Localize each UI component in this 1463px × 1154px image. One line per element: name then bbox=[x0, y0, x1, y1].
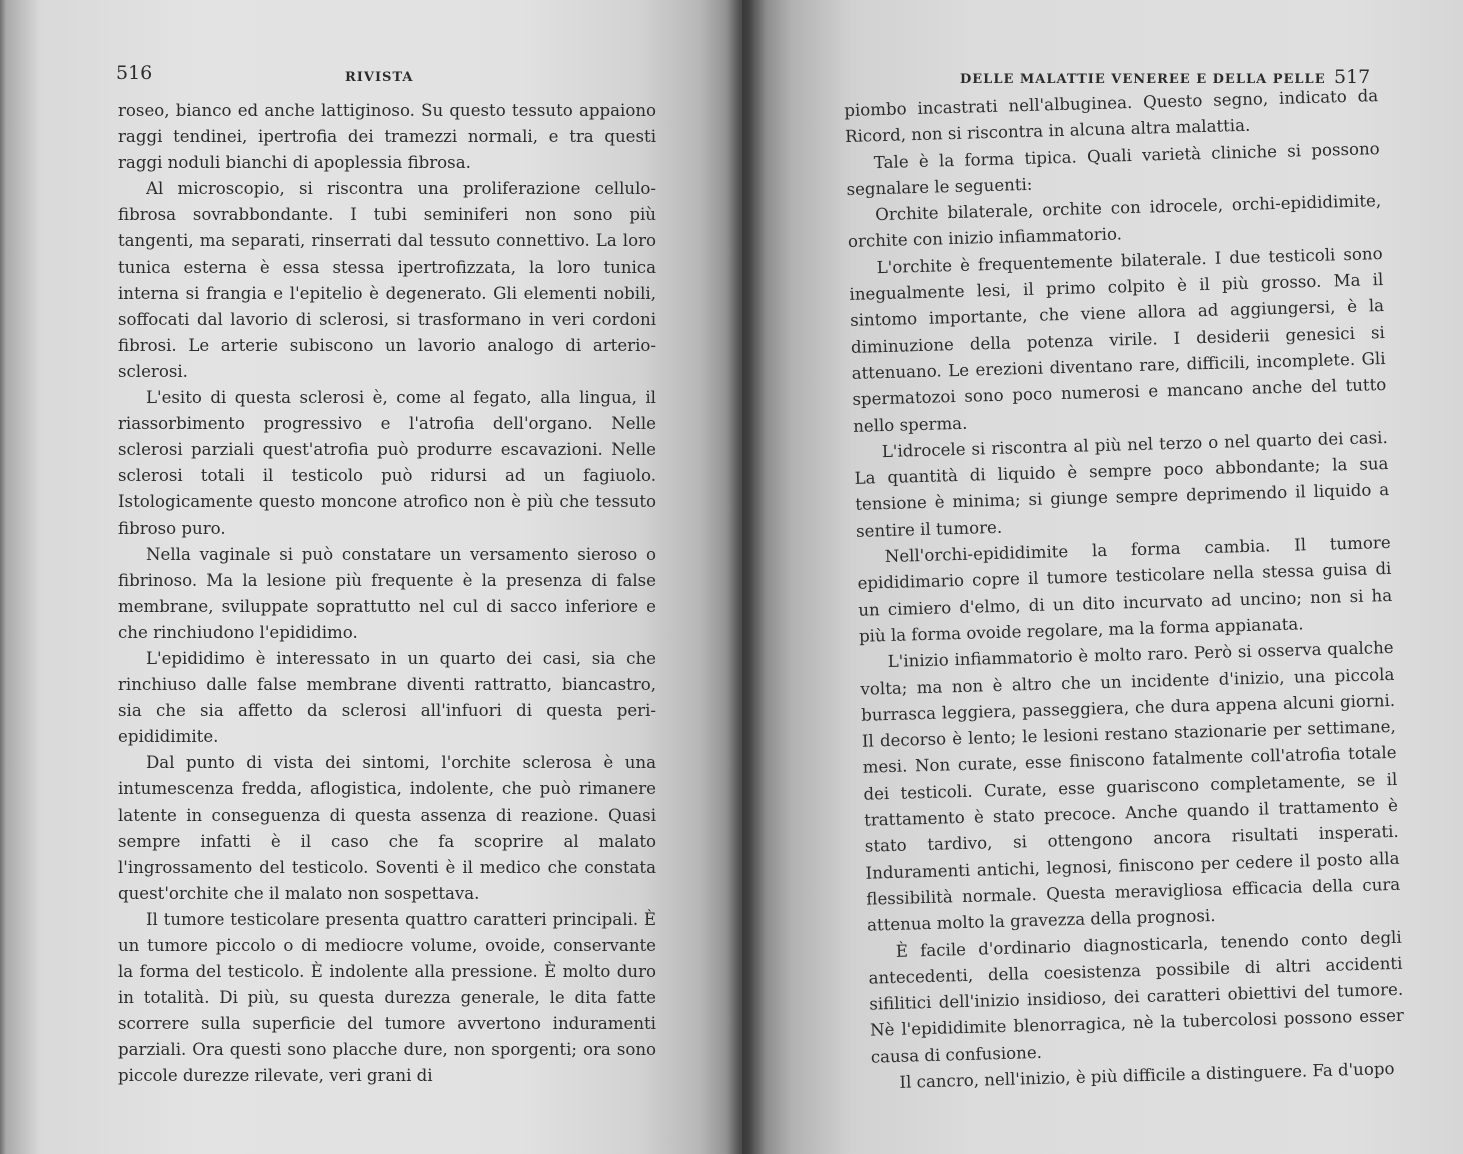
paragraph: L'epididimo è interessato in un quarto dei casi, sia che rinchiuso dalle false membrane diventi rattratto, biancastro, sia che sia affetto da sclerosi all'infuori di questa peri-epididimite. bbox=[118, 648, 656, 747]
paragraph: È facile d'ordinario diagnosticarla, tenendo conto degli antecedenti, della coesistenza possibile di altri accidenti sifilitici dell'inizio insidioso, dei caratteri obiettivi del tumore. Nè l'epididimite blenorragica, nè la tubercolosi possono esser causa di confusione. bbox=[868, 927, 1405, 1067]
right-page-body bbox=[844, 83, 1406, 1097]
paragraph: Al microscopio, si riscontra una proliferazione cellulo-fibrosa sovrabbondante. I tubi seminiferi non sono più tangenti, ma separati, rinserrati dal tessuto connettivo. La loro tunica esterna è essa stessa ipertrofizzata, la loro tunica interna si frangia e l'epitelio è degenerato. Gli elementi nobili, soffocati dal lavorio di sclerosi, si trasformano in veri cordoni fibrosi. Le arterie subiscono un lavorio analogo di arterio-sclerosi. bbox=[118, 179, 656, 381]
paragraph: roseo, bianco ed anche lattiginoso. Su questo tessuto appaiono raggi tendinei, ipertrofia dei tramezzi normali, e tra questi raggi noduli bianchi di apoplessia fibrosa. bbox=[118, 101, 656, 173]
left-page-body bbox=[118, 98, 656, 1090]
right-running-head: DELLE MALATTIE VENEREE E DELLA PELLE bbox=[960, 72, 1326, 87]
paragraph: Orchite bilaterale, orchite con idrocele, orchi-epididimite, orchite con inizio infiammatorio. bbox=[847, 191, 1382, 252]
paragraph: Nella vaginale si può constatare un versamento sieroso o fibrinoso. Ma la lesione più frequente è la presenza di false membrane, sviluppate soprattutto nel cul di sacco inferiore e che rinchiudono l'epididimo. bbox=[118, 544, 656, 642]
paragraph: Dal punto di vista dei sintomi, l'orchite sclerosa è una intumescenza fredda, aflogistica, indolente, che può rimanere latente in conseguenza di questa assenza di reazione. Quasi sempre infatti è il caso che fa scoprire al malato l'ingrossamento del testicolo. Soventi è il medico che constata quest'orchite che il malato non sospettava. bbox=[118, 753, 656, 903]
paragraph: L'esito di questa sclerosi è, come al fegato, alla lingua, il riassorbimento progressivo e l'atrofia dell'organo. Nelle sclerosi parziali quest'atrofia può produrre escavazioni. Nelle sclerosi totali il testicolo può ridursi ad un fagiuolo. Istologicamente questo moncone atrofico non è più che tessuto fibroso puro. bbox=[118, 388, 656, 538]
left-page-number: 516 bbox=[116, 62, 153, 84]
paragraph: Nell'orchi-epididimite la forma cambia. Il tumore epididimario copre il tumore testicolare nella stessa guisa di un cimiero d'elmo, di un dito incurvato ad uncino; non si ha più la forma ovoide regolare, ma la forma appianata. bbox=[857, 532, 1393, 646]
right-page bbox=[742, 0, 1463, 1154]
gutter-shadow bbox=[726, 0, 766, 1154]
paragraph: Tale è la forma tipica. Quali varietà cliniche si possono segnalare le seguenti: bbox=[846, 138, 1380, 199]
paragraph: L'idrocele si riscontra al più nel terzo o nel quarto dei casi. La quantità di liquido è sempre poco abbondante; la sua tensione è minima; si giunge sempre deprimendo il liquido a sentire il tumore. bbox=[854, 427, 1390, 541]
left-running-head: RIVISTA bbox=[345, 70, 414, 85]
right-page-number: 517 bbox=[1334, 66, 1371, 88]
paragraph: L'inizio infiammatorio è molto raro. Però si osserva qualche volta; ma non è altro che un incidente d'inizio, una piccola burrasca leggiera, passeggiera, che dura appena alcuni giorni. Il decorso è lento; le lesioni restano stazionarie per settimane, mesi. Non curate, esse finiscono fatalmente coll'atrofia totale dei testicoli. Curate, esse guariscono completamente, se il trattamento è stato precoce. Anche quando il trattamento è stato tardivo, si ottengono ancora risultati insperati. Induramenti antichi, legnosi, finiscono per cedere il posto alla flessibilità normale. Questa meravigliosa efficacia della cura attenua molto la gravezza della prognosi. bbox=[860, 638, 1401, 935]
paragraph: piombo incastrati nell'albuginea. Questo segno, indicato da Ricord, non si riscontra in alcuna altra malattia. bbox=[844, 86, 1379, 147]
paragraph: Il cancro, nell'inizio, è più difficile a distinguere. Fa d'uopo bbox=[899, 1058, 1395, 1092]
paragraph: L'orchite è frequentemente bilaterale. I due testicoli sono inegualmente lesi, il primo colpito è il più grosso. Ma il sintomo importante, che viene allora ad aggiungersi, è la diminuzione della potenza virile. I desiderii genesici si attenuano. Le erezioni diventano rare, difficili, incomplete. Gli spermatozoi sono poco numerosi e mancano anche del tutto nello sperma. bbox=[849, 243, 1387, 436]
paragraph: Il tumore testicolare presenta quattro caratteri principali. È un tumore piccolo o di mediocre volume, ovoide, conservante la forma del testicolo. È indolente alla pressione. È molto duro in totalità. Di più, su questa durezza generale, le dita fatte scorrere sulla superficie del tumore avvertono induramenti parziali. Ora questi sono placche dure, non sporgenti; ora sono piccole durezze rilevate, veri grani di bbox=[118, 909, 656, 1086]
